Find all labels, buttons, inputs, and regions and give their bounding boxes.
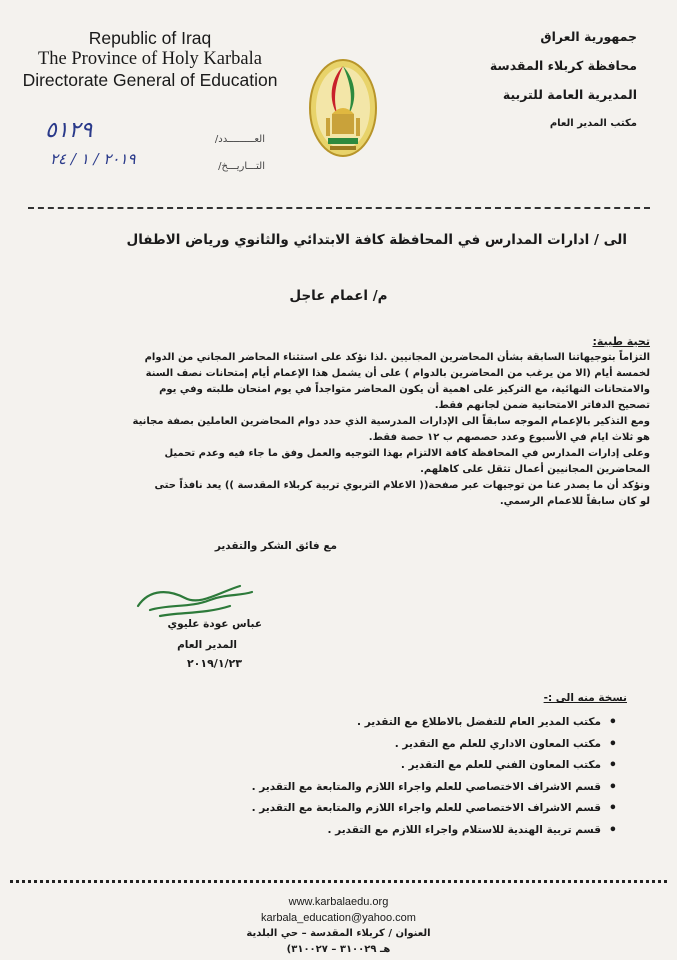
directorate-logo [308, 58, 378, 162]
list-item: • مكتب المعاون الاداري للعلم مع التقدير . [197, 734, 617, 756]
copies-heading: نسخة منه الى :- [543, 692, 627, 704]
footer-phone: هـ ٣١٠٠٢٩ – ٣١٠٠٢٧) [286, 944, 391, 955]
body-line: والامتحانات النهائية، مع التركيز على اهمية أن يكون المحاضر متواجداً في يوم امتحان طلبته وفي يوم [159, 384, 650, 395]
list-item: • قسم الاشراف الاختصاصي للعلم واجراء اللازم والمتابعة مع التقدير . [197, 777, 617, 799]
signatory-name: عباس عودة عليوي [167, 618, 262, 630]
english-letterhead [0, 28, 300, 91]
letter-number: ٥١٢٩ [45, 118, 93, 143]
arabic-line-office: مكتب المدير العام [549, 118, 637, 129]
body-line: لخمسة أيام (الا من يرغب من المحاضرين بالدوام ) على أن يشمل هذا الإعمام أيام إمتحانات نصف السنة [145, 368, 650, 379]
subject-line: م/ اعمام عاجل [289, 288, 388, 304]
body-line: المحاضرين المجانيين أعمال تثقل على كاهلهم. [420, 464, 650, 475]
closing-thanks: مع فائق الشكر والتقدير [214, 540, 337, 552]
greeting: تحية طيبة: [592, 335, 650, 348]
footer-divider [10, 880, 667, 883]
arabic-line-province: محافظة كربلاء المقدسة [489, 58, 637, 73]
arabic-line-directorate: المديرية العامة للتربية [502, 87, 637, 102]
copies-list [197, 712, 617, 841]
letter-body [40, 334, 650, 510]
addressee: الى / ادارات المدارس في المحافظة كافة الابتدائي والثانوي ورياض الاطفال [126, 232, 627, 248]
body-line: ونؤكد أن ما يصدر عنا من توجيهات عبر صفحة(( الاعلام التربوي تربية كربلاء المقدسة )) يعد نافذاً حتى [154, 480, 650, 491]
list-item: • قسم الاشراف الاختصاصي للعلم واجراء اللازم والمتابعة مع التقدير . [197, 798, 617, 820]
date-label: التـــاريـــخ/ [218, 161, 265, 172]
footer-website: www.karbalaedu.org [288, 896, 389, 908]
body-line: لو كان سابقاً للاعمام الرسمي. [499, 496, 650, 507]
signature-date: ٢٠١٩/١/٢٣ [186, 657, 242, 670]
list-item: • قسم تربية الهندية للاستلام واجراء اللازم مع التقدير . [197, 820, 617, 842]
arabic-line-republic: جمهورية العراق [540, 29, 637, 44]
body-line: ومع التذكير بالإعمام الموجه سابقاً الى الإدارات المدرسية الذي حدد دوام المحاضرين العاملين بصفة مجانية [132, 416, 650, 427]
letter-date: ٢٠١٩ / ١ / ٢٤ [50, 150, 136, 168]
signatory-title: المدير العام [177, 639, 237, 651]
number-label: العـــــــــدد/ [214, 134, 265, 145]
english-line-republic: Republic of Iraq [88, 28, 212, 48]
header-divider [28, 207, 650, 209]
arabic-letterhead [437, 22, 637, 138]
body-line: تصحيح الدفاتر الامتحانية ضمن لجانهم فقط. [434, 400, 650, 411]
english-line-directorate: Directorate General of Education [22, 70, 278, 90]
body-line: هو ثلاث ايام في الأسبوع وعدد حصصهم ب ١٢ حصة فقط. [368, 432, 650, 443]
english-line-province: The Province of Holy Karbala [38, 49, 262, 69]
body-line: وعلى إدارات المدارس في المحافظة كافة الالتزام بهذا التوجيه والعمل وفق ما جاء فيه وعدم تحميل [164, 448, 650, 459]
list-item: • مكتب المدير العام للتفضل بالاطلاع مع التقدير . [197, 712, 617, 734]
list-item: • مكتب المعاون الفني للعلم مع التقدير . [197, 755, 617, 777]
footer-email: karbala_education@yahoo.com [261, 912, 416, 924]
footer-address: العنوان / كربلاء المقدسة – حي البلدية [246, 928, 431, 939]
body-line: التزاماً بتوجيهاتنا السابقة بشأن المحاضرين المجانيين .لذا نؤكد على استثناء المحاضر المجاني من الدوام [144, 352, 650, 363]
